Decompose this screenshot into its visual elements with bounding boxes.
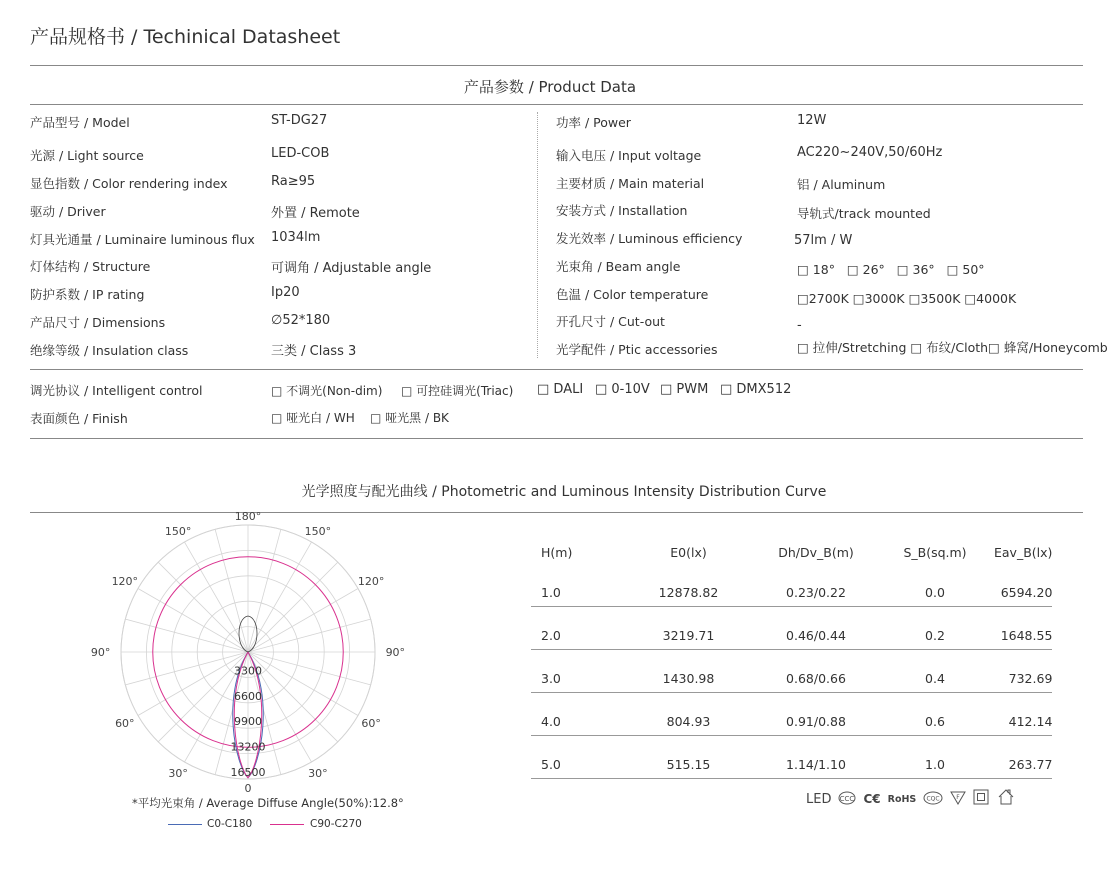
page-title: 产品规格书 / Techinical Datasheet: [30, 26, 341, 48]
table-row: [531, 736, 1052, 779]
spec-value: ∅52*180: [271, 313, 331, 328]
table-cell: 0.0: [876, 564, 994, 607]
svg-text:CQC: CQC: [926, 795, 940, 802]
spec-value: 1034lm: [271, 230, 321, 245]
polar-angle-label: 30°: [168, 766, 188, 780]
table-cell: 1.14/1.10: [756, 736, 876, 779]
divider: [30, 65, 1083, 66]
column-header: H(m): [541, 544, 573, 560]
table-cell: 0.6: [876, 693, 994, 736]
led-mark: LED: [806, 791, 832, 807]
divider: [30, 438, 1083, 439]
polar-grid-spoke: [185, 542, 249, 652]
table-row: [531, 650, 1052, 693]
spec-value: 铝 / Aluminum: [797, 177, 886, 192]
spec-label: 显色指数 / Color rendering index: [30, 176, 228, 191]
spec-label: 安装方式 / Installation: [556, 203, 688, 218]
spec-value: 57lm / W: [794, 233, 853, 248]
ccc-icon: [838, 790, 856, 809]
control-option[interactable]: □ 0-10V: [595, 382, 650, 397]
color-temperature-options[interactable]: □2700K □3000K □3500K □4000K: [797, 291, 1017, 306]
triangle-f-icon: [950, 790, 966, 809]
ce-mark: C€: [863, 792, 881, 806]
double-square-icon: [973, 789, 989, 809]
spec-label: 发光效率 / Luminous efficiency: [556, 231, 743, 246]
beam-angle-options[interactable]: □ 18° □ 26° □ 36° □ 50°: [797, 262, 985, 277]
table-cell: 4.0: [531, 693, 621, 736]
polar-distribution-chart: [0, 512, 500, 802]
table-cell: 6594.20: [994, 564, 1052, 607]
polar-radial-label: 13200: [230, 740, 266, 754]
polar-angle-label: 60°: [361, 717, 381, 731]
spec-label: 产品型号 / Model: [30, 115, 130, 130]
photometric-heading: 光学照度与配光曲线 / Photometric and Luminous Intensity Distribution Curve: [301, 484, 827, 500]
polar-radial-label: 6600: [234, 689, 262, 703]
spec-value: Ip20: [271, 285, 300, 300]
polar-grid-spoke: [158, 562, 248, 652]
table-cell: 804.93: [621, 693, 756, 736]
finish-option[interactable]: □ 哑光白 / WH: [271, 411, 355, 425]
spec-label: 绝缘等级 / Insulation class: [30, 343, 189, 358]
polar-angle-label: 180°: [234, 512, 262, 524]
table-header-row: [531, 540, 1052, 564]
table-row: [531, 693, 1052, 736]
polar-angle-label: 90°: [385, 646, 406, 659]
table-cell: 263.77: [994, 736, 1052, 779]
table-cell: 1648.55: [994, 607, 1052, 650]
column-header: Dh/Dv_B(m): [778, 544, 854, 560]
polar-grid-spoke: [125, 619, 248, 652]
polar-angle-label: 60°: [115, 717, 135, 731]
polar-grid-spoke: [248, 652, 371, 685]
polar-grid-spoke: [138, 589, 248, 653]
legend-label: C0-C180: [207, 818, 253, 830]
legend-label: C90-C270: [310, 818, 362, 830]
spec-label: 输入电压 / Input voltage: [556, 148, 702, 163]
polar-grid-spoke: [125, 652, 248, 685]
table-cell: 1.0: [531, 564, 621, 607]
spec-value: LED-COB: [271, 146, 330, 161]
table-cell: 0.4: [876, 650, 994, 693]
spec-label: 功率 / Power: [556, 115, 631, 130]
table-cell: 732.69: [994, 650, 1052, 693]
table-cell: 3.0: [531, 650, 621, 693]
spec-label: 色温 / Color temperature: [556, 287, 709, 302]
table-cell: 0.68/0.66: [756, 650, 876, 693]
polar-grid-spoke: [138, 652, 248, 716]
table-cell: 3219.71: [621, 607, 756, 650]
polar-grid-spoke: [248, 529, 281, 652]
table-cell: 0.91/0.88: [756, 693, 876, 736]
spec-value: AC220~240V,50/60Hz: [797, 145, 943, 160]
polar-radial-label: 16500: [230, 766, 266, 779]
spec-label: 灯具光通量 / Luminaire luminous flux: [30, 232, 255, 247]
legend-line-c90: [270, 824, 304, 825]
svg-text:CCC: CCC: [840, 794, 855, 803]
certification-marks: [806, 789, 1016, 809]
divider: [30, 369, 1083, 370]
control-option[interactable]: □ 不调光(Non-dim): [271, 384, 383, 398]
polar-angle-label: 120°: [111, 574, 139, 588]
table-cell: 515.15: [621, 736, 756, 779]
spec-label: 光束角 / Beam angle: [556, 259, 681, 274]
product-data-heading: 产品参数 / Product Data: [463, 78, 637, 96]
column-header: E0(lx): [670, 544, 707, 560]
table-cell: 12878.82: [621, 564, 756, 607]
polar-grid-spoke: [248, 619, 371, 652]
polar-grid-spoke: [248, 562, 338, 652]
polar-angle-label: 90°: [90, 646, 111, 659]
table-cell: 412.14: [994, 693, 1052, 736]
spec-label: 产品尺寸 / Dimensions: [30, 315, 166, 330]
column-header: Eav_B(lx): [994, 544, 1053, 560]
legend-line-c0: [168, 824, 202, 825]
polar-grid-spoke: [248, 652, 358, 716]
table-row: [531, 607, 1052, 650]
finish-label: 表面颜色 / Finish: [30, 411, 128, 426]
spec-label: 防护系数 / IP rating: [30, 287, 145, 302]
column-separator: [537, 112, 538, 358]
spec-value: Ra≥95: [271, 174, 316, 189]
rohs-mark: RoHS: [887, 793, 917, 805]
polar-grid-spoke: [248, 589, 358, 653]
column-header: S_B(sq.m): [903, 544, 967, 560]
table-cell: 5.0: [531, 736, 621, 779]
cqc-icon: [923, 790, 943, 809]
table-cell: 2.0: [531, 607, 621, 650]
polar-angle-label: 150°: [164, 525, 192, 539]
table-cell: 0.2: [876, 607, 994, 650]
svg-text:F: F: [956, 793, 960, 801]
control-option[interactable]: □ PWM: [660, 382, 709, 397]
polar-radial-label: 3300: [234, 664, 262, 678]
table-cell: 1430.98: [621, 650, 756, 693]
spec-value: 12W: [797, 113, 827, 128]
polar-radial-label: 9900: [234, 715, 262, 729]
table-cell: 0.46/0.44: [756, 607, 876, 650]
spec-value: -: [797, 318, 802, 333]
table-row: [531, 564, 1052, 607]
polar-angle-label: 150°: [304, 525, 332, 539]
spec-label: 光源 / Light source: [30, 148, 144, 163]
control-label: 调光协议 / Intelligent control: [30, 383, 203, 398]
spec-value: 三类 / Class 3: [271, 344, 357, 359]
spec-label: 开孔尺寸 / Cut-out: [556, 314, 665, 329]
spec-label: 光学配件 / Ptic accessories: [556, 342, 718, 357]
control-option[interactable]: □ 可控硅调光(Triac): [401, 384, 514, 398]
spec-label: 主要材质 / Main material: [556, 176, 705, 191]
polar-grid-spoke: [248, 542, 312, 652]
divider: [30, 104, 1083, 105]
spec-label: 驱动 / Driver: [30, 204, 106, 219]
spec-value: ST-DG27: [271, 113, 328, 128]
polar-angle-label: 120°: [357, 574, 385, 588]
spec-value: 可调角 / Adjustable angle: [271, 261, 432, 276]
photometric-table: [531, 540, 1052, 779]
control-option[interactable]: □ DALI: [537, 382, 584, 397]
house-icon: [996, 788, 1016, 810]
spec-value: 外置 / Remote: [271, 206, 360, 221]
control-option[interactable]: □ DMX512: [720, 382, 792, 397]
beam-angle-note: *平均光束角 / Average Diffuse Angle(50%):12.8°: [132, 796, 404, 810]
finish-option[interactable]: □ 哑光黑 / BK: [370, 411, 449, 425]
spec-value: 导轨式/track mounted: [797, 206, 931, 221]
accessory-options[interactable]: □ 拉伸/Stretching □ 布纹/Cloth□ 蜂窝/Honeycomb: [797, 340, 1108, 355]
table-cell: 1.0: [876, 736, 994, 779]
polar-grid-spoke: [215, 529, 248, 652]
polar-angle-label: 30°: [308, 766, 328, 780]
table-cell: 0.23/0.22: [756, 564, 876, 607]
spec-label: 灯体结构 / Structure: [30, 259, 151, 274]
polar-angle-label: 0: [244, 781, 252, 795]
